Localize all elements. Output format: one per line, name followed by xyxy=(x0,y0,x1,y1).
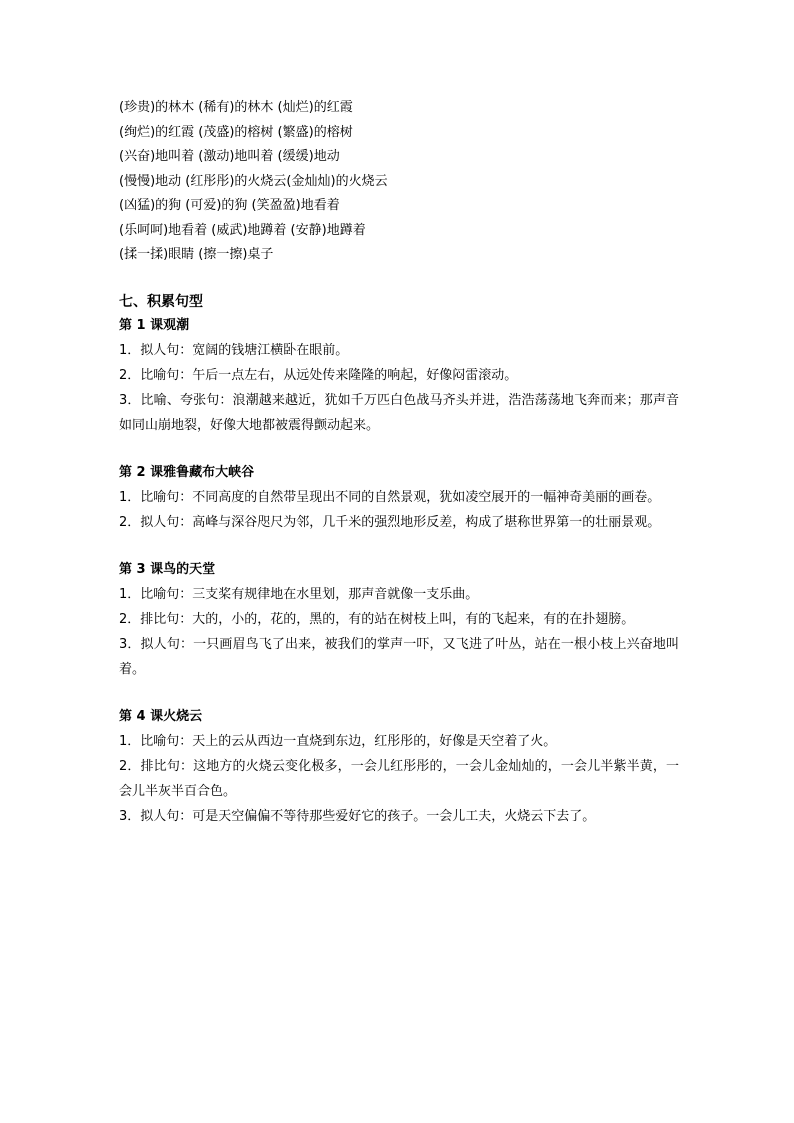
lesson-block xyxy=(119,558,679,682)
word-pair-line: (绚烂)的红霞 (茂盛)的榕树 (繁盛)的榕树 xyxy=(119,124,353,140)
sentence-item: 1．比喻句：不同高度的自然带呈现出不同的自然景观，犹如凌空展开的一幅神奇美丽的画卷。 xyxy=(119,489,661,505)
sentence-item: 1．比喻句：天上的云从西边一直烧到东边，红彤彤的，好像是天空着了火。 xyxy=(119,733,557,749)
lesson-title: 第 1 课观潮 xyxy=(119,317,190,333)
sentence-item: 2．拟人句：高峰与深谷咫尺为邻，几千米的强烈地形反差，构成了堪称世界第一的壮丽景观。 xyxy=(119,514,661,530)
sentence-item: 3．比喻、夸张句：浪潮越来越近，犹如千万匹白色战马齐头并进，浩浩荡荡地飞奔而来；那声音如同山崩地裂，好像大地都被震得颤动起来。 xyxy=(119,392,679,433)
sentence-item: 2．排比句：大的，小的，花的，黑的，有的站在树枝上叫，有的飞起来，有的在扑翅膀。 xyxy=(119,611,635,627)
sentence-item: 2．比喻句：午后一点左右，从远处传来隆隆的响起，好像闷雷滚动。 xyxy=(119,367,518,383)
sentence-item: 3．拟人句：可是天空偏偏不等待那些爱好它的孩子。一会儿工夫，火烧云下去了。 xyxy=(119,808,596,824)
word-pair-line: (珍贵)的林木 (稀有)的林木 (灿烂)的红霞 xyxy=(119,100,353,115)
lesson-block xyxy=(119,314,679,438)
word-pair-line: (乐呵呵)地看着 (威武)地蹲着 (安静)地蹲着 xyxy=(119,222,366,238)
sentence-item: 2．排比句：这地方的火烧云变化极多，一会儿红彤彤的，一会儿金灿灿的，一会儿半紫半黄，一会儿半灰半百合色。 xyxy=(119,758,679,799)
lesson-title: 第 3 课鸟的天堂 xyxy=(119,561,216,577)
lesson-title: 第 4 课火烧云 xyxy=(119,708,203,724)
word-pair-line: (慢慢)地动 (红彤彤)的火烧云(金灿灿)的火烧云 xyxy=(119,173,388,189)
word-pair-line: (凶猛)的狗 (可爱)的狗 (笑盈盈)地看着 xyxy=(119,198,340,213)
lesson-block xyxy=(119,705,679,829)
section-title: 七、积累句型 xyxy=(119,293,203,310)
word-pair-list xyxy=(119,96,679,268)
word-pair-line: (揉一揉)眼睛 (擦一擦)桌子 xyxy=(119,247,274,262)
document-page xyxy=(119,96,679,829)
sentence-item: 3．拟人句：一只画眉鸟飞了出来，被我们的掌声一吓，又飞进了叶丛，站在一根小枝上兴奋地叫着。 xyxy=(119,636,679,677)
sentence-item: 1．比喻句：三支桨有规律地在水里划，那声音就像一支乐曲。 xyxy=(119,586,479,602)
lesson-block xyxy=(119,461,679,535)
lesson-title: 第 2 课雅鲁藏布大峡谷 xyxy=(119,464,255,480)
word-pair-line: (兴奋)地叫着 (激动)地叫着 (缓缓)地动 xyxy=(119,149,340,164)
sentence-item: 1．拟人句：宽阔的钱塘江横卧在眼前。 xyxy=(119,342,349,358)
